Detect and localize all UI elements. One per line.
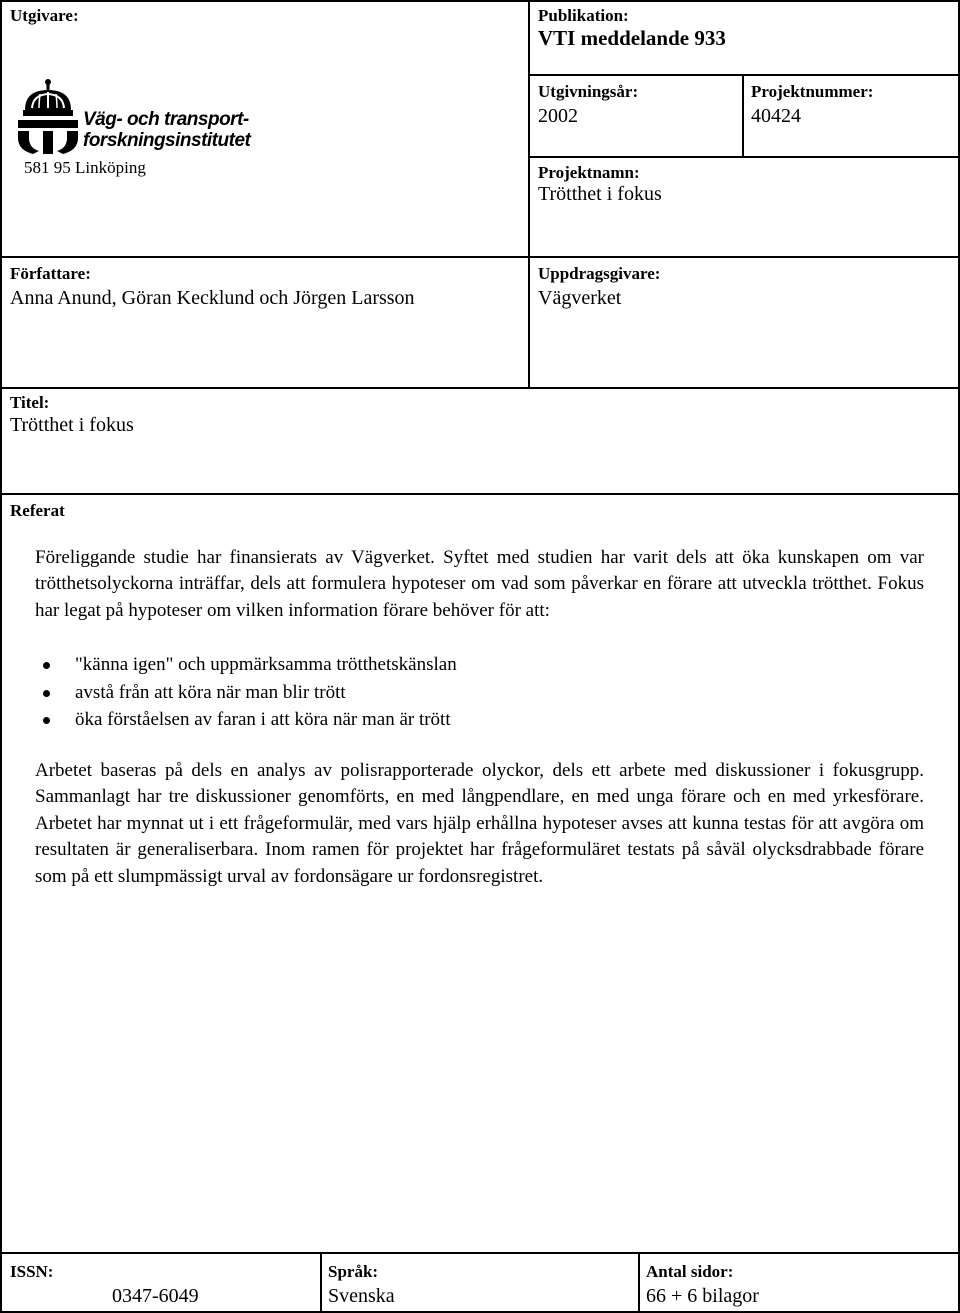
- publication-value: VTI meddelande 933: [538, 26, 726, 50]
- abstract-bullet-list: [36, 652, 457, 735]
- authors-label: Författare:: [10, 264, 91, 283]
- vti-logo: [15, 78, 251, 156]
- list-item: [36, 652, 457, 680]
- bullet-icon: [43, 717, 50, 724]
- list-item: [36, 680, 457, 708]
- year-value: 2002: [538, 105, 578, 127]
- abstract-paragraph-2: Arbetet baseras på dels en analys av polisrapporterade olyckor, dels ett arbete med diskussioner i fokusgrupp. Sammanlagt har tre diskussioner genomförts, en med långpendlare, en med unga förare och en med yrkesförare. Arbetet har mynnat ut i ett frågeformulär, med vars hjälp erhållna hypoteser avses att kunna testas för att avgöra om resultaten är generaliserbara. Inom ramen för projektet har frågeformuläret testats på såväl olycksdrabbade förare som på ett slumpmässigt urval av fordonsägare ur fordonsregistret.: [35, 760, 924, 887]
- bullet-text: avstå från att köra när man blir trött: [75, 681, 346, 703]
- authors-value: Anna Anund, Göran Kecklund och Jörgen Larsson: [10, 287, 415, 309]
- abstract-heading: Referat: [10, 501, 65, 520]
- title-label: Titel:: [10, 393, 50, 412]
- year-label: Utgivningsår:: [538, 82, 639, 101]
- list-item: [36, 707, 457, 735]
- project-number-value: 40424: [751, 105, 801, 127]
- bullet-text: "känna igen" och uppmärksamma trötthetskänslan: [75, 654, 457, 675]
- issn-label: ISSN:: [10, 1262, 54, 1281]
- project-number-label: Projektnummer:: [751, 82, 874, 101]
- client-label: Uppdragsgivare:: [538, 264, 661, 283]
- abstract-paragraph-1: Föreliggande studie har finansierats av Vägverket. Syftet med studien har varit dels att öka kunskapen om var trötthetsolyckorna inträffar, dels att formulera hypoteser om vad som påverkar en förare att utveckla trötthet. Fokus har legat på hypoteser om vilken information förare behöver för att:: [35, 547, 924, 621]
- bullet-icon: [43, 662, 50, 669]
- publisher-label: Utgivare:: [10, 6, 79, 25]
- logo-text-line2: forskningsinstitutet: [83, 130, 251, 151]
- publication-label: Publikation:: [538, 6, 629, 25]
- project-name-label: Projektnamn:: [538, 163, 640, 182]
- crown-emblem-icon: [15, 78, 81, 156]
- title-cell: [0, 387, 960, 495]
- pages-value: 66 + 6 bilagor: [646, 1285, 759, 1307]
- issn-value: 0347-6049: [112, 1285, 199, 1307]
- bullet-icon: [43, 690, 50, 697]
- title-value: Trötthet i fokus: [10, 414, 134, 436]
- project-name-value: Trötthet i fokus: [538, 183, 662, 205]
- logo-text-line1: Väg- och transport-: [83, 109, 249, 130]
- language-label: Språk:: [328, 1262, 379, 1281]
- language-value: Svenska: [328, 1285, 395, 1307]
- client-value: Vägverket: [538, 287, 622, 309]
- bullet-text: öka förståelsen av faran i att köra när man är trött: [75, 709, 451, 730]
- publisher-address: 581 95 Linköping: [24, 158, 146, 177]
- pages-label: Antal sidor:: [646, 1262, 734, 1281]
